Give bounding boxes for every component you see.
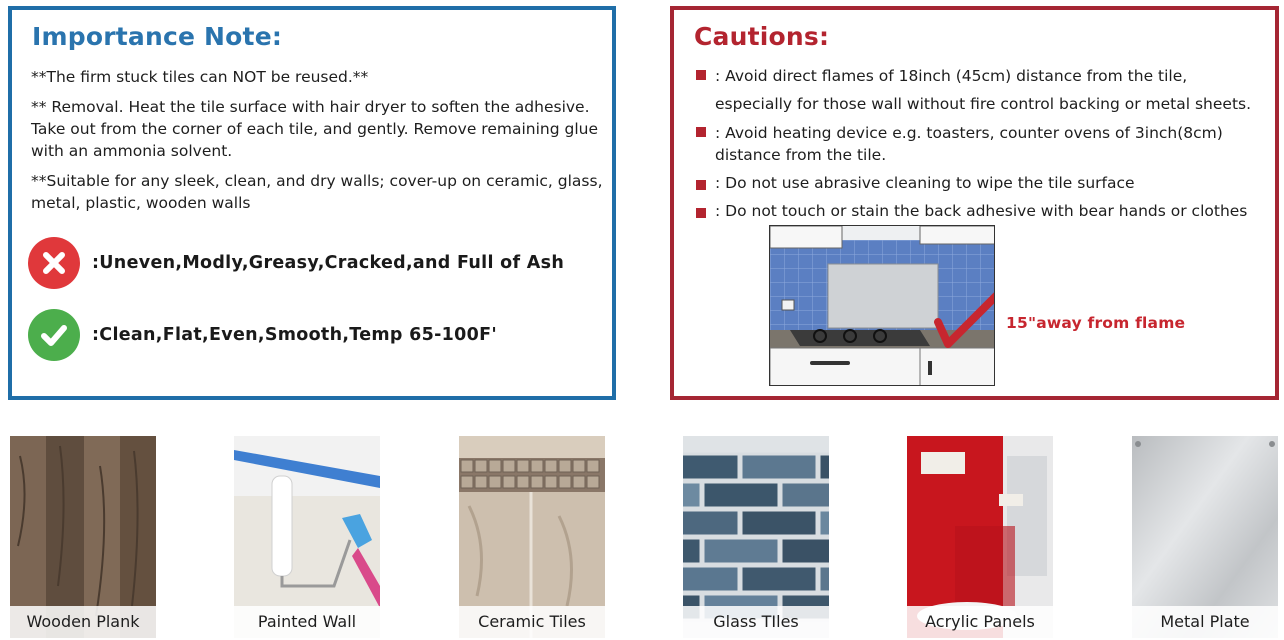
caution-text: : Do not use abrasive cleaning to wipe the tile surface — [715, 174, 1135, 192]
surface-acrylic-panels — [907, 436, 1053, 638]
surface-label: Glass TIles — [683, 606, 829, 638]
suitable-surface-row — [28, 308, 497, 362]
surface-label: Acrylic Panels — [907, 606, 1053, 638]
caution-item-adhesive — [696, 200, 1266, 222]
caution-bullet — [696, 208, 706, 218]
caution-text: : Do not touch or stain the back adhesive with bear hands or clothes — [715, 202, 1248, 220]
surface-glass-tiles — [683, 436, 829, 638]
x-circle-icon — [28, 237, 80, 289]
unsuitable-surface-text: :Uneven,Modly,Greasy,Cracked,and Full of Ash — [92, 253, 565, 273]
cautions-panel — [670, 6, 1279, 400]
caution-item-flames — [696, 65, 1266, 115]
surface-ceramic-tiles — [459, 436, 605, 638]
surface-painted-wall — [234, 436, 380, 638]
suitable-surface-text: :Clean,Flat,Even,Smooth,Temp 65-100F' — [92, 325, 497, 345]
caution-text-continued: especially for those wall without fire control backing or metal sheets. — [715, 95, 1252, 113]
caution-bullet — [696, 180, 706, 190]
surface-label: Ceramic Tiles — [459, 606, 605, 638]
kitchen-illustration — [769, 225, 995, 386]
caution-text: : Avoid heating device e.g. toasters, counter ovens of 3inch(8cm) — [715, 124, 1223, 142]
surface-metal-plate — [1132, 436, 1278, 638]
caution-bullet — [696, 127, 706, 137]
surface-label: Metal Plate — [1132, 606, 1278, 638]
importance-note-panel — [8, 6, 616, 400]
caution-text: : Avoid direct flames of 18inch (45cm) distance from the tile, — [715, 67, 1188, 85]
cautions-title: Cautions: — [694, 22, 830, 51]
note-removal-text: ** Removal. Heat the tile surface with hair dryer to soften the adhesive. Take out from the corner of each tile, and gently. Remove remaining glue with an ammonia solvent. — [31, 98, 598, 160]
check-circle-icon — [28, 309, 80, 361]
caution-item-abrasive — [696, 172, 1266, 194]
unsuitable-surface-row — [28, 236, 564, 290]
surface-wooden-plank — [10, 436, 156, 638]
caution-text-continued: distance from the tile. — [715, 146, 887, 164]
note-suitable-text: **Suitable for any sleek, clean, and dry walls; cover-up on ceramic, glass, metal, plastic, wooden walls — [31, 172, 603, 212]
flame-distance-label: 15"away from flame — [1006, 314, 1186, 332]
caution-item-heating — [696, 122, 1266, 166]
note-reuse-text: **The firm stuck tiles can NOT be reused.** — [31, 68, 369, 86]
caution-bullet — [696, 70, 706, 80]
importance-note-title: Importance Note: — [32, 22, 283, 51]
surface-label: Painted Wall — [234, 606, 380, 638]
surface-label: Wooden Plank — [10, 606, 156, 638]
